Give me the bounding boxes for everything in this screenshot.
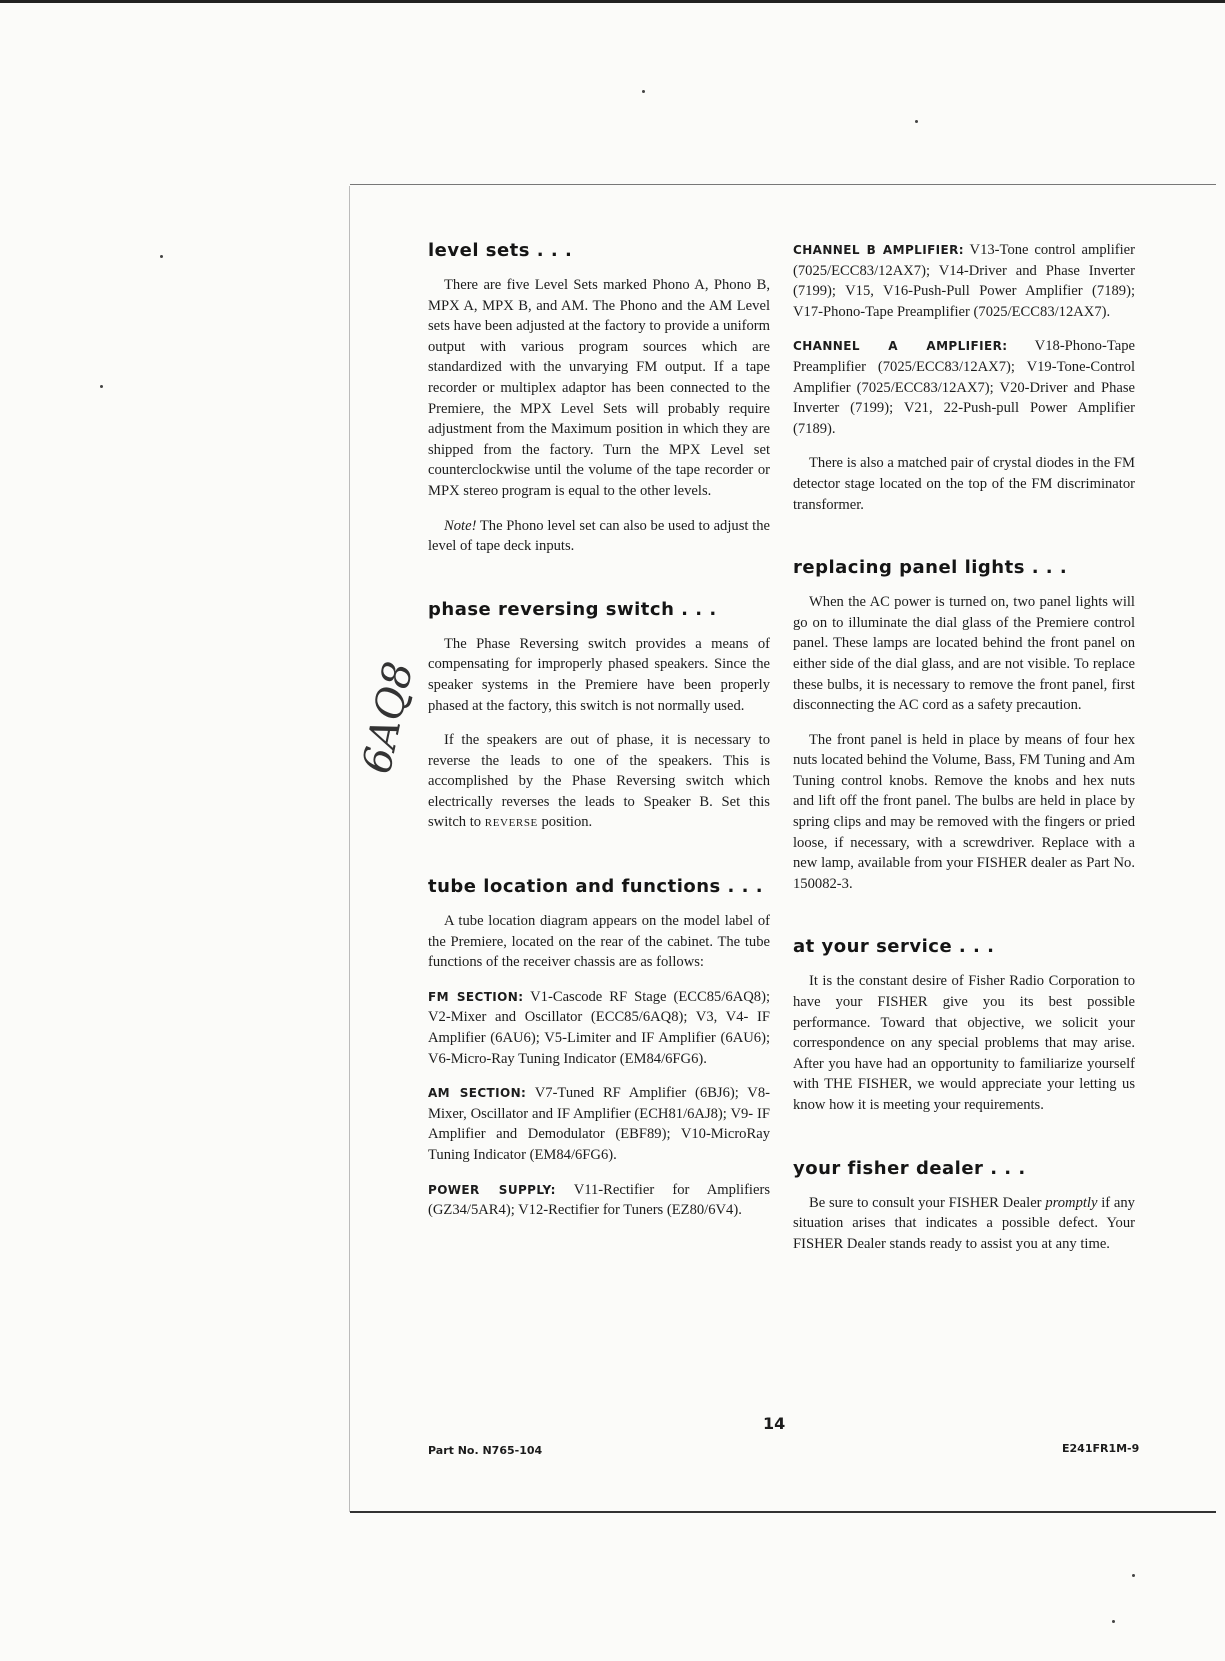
dealer-section <box>793 1158 1135 1255</box>
level-sets-note <box>428 516 770 557</box>
panel-lights-paragraph-2: The front panel is held in place by means of four hex nuts located behind the Volume, Bass, FM Tuning and Am Tuning control knobs. Remove the knobs and hex nuts and lift off the front panel. The bulbs are held in place by spring clips and may be removed with the fingers or pried loose, if necessary, with a screwdriver. Replace with a new lamp, available from your FISHER dealer as Part No. 150082-3. <box>793 731 1135 892</box>
dealer-text-end: if any situation arises that indicates a possible defect. Your FISHER Dealer stands ready to assist you at any time. <box>793 1194 1135 1252</box>
scan-speck <box>160 255 163 258</box>
panel-lights-paragraph-1: When the AC power is turned on, two panel lights will go on to illuminate the dial glass of the Premiere control panel. These lamps are located behind the front panel on either side of the dial glass, and are not visible. To replace these bulbs, it is necessary to remove the front panel, first disconnecting the AC cord as a safety precaution. <box>793 594 1135 714</box>
scan-speck <box>1132 1574 1135 1577</box>
channel-a-text: V18-Phono-Tape Preamplifier (7025/ECC83/12AX7); V19-Tone-Control Amplifier (7025/ECC83/12AX7); V20-Driver and Phase Inverter (7199); V21, 22-Push-pull Power Amplifier (7189). <box>793 338 1135 437</box>
dealer-text-start: Be sure to consult your FISHER Dealer <box>809 1194 1046 1211</box>
panel-lights-heading: replacing panel lights . . . <box>793 557 1068 579</box>
scan-speck <box>642 90 645 93</box>
part-number: Part No. N765-104 <box>428 1444 543 1457</box>
tube-location-section <box>428 876 770 1221</box>
scan-speck <box>100 385 103 388</box>
level-sets-section <box>428 240 770 557</box>
page-left-edge <box>349 186 350 1512</box>
crystal-diodes-paragraph: There is also a matched pair of crystal diodes in the FM detector stage located on the top of the FM discriminator transformer. <box>793 455 1135 513</box>
power-supply-paragraph <box>428 1180 770 1221</box>
right-column <box>793 240 1135 1268</box>
note-text: The Phono level set can also be used to adjust the level of tape deck inputs. <box>428 517 770 555</box>
note-label: Note! <box>444 517 477 534</box>
handwritten-annotation: 6AQ8 <box>354 657 423 778</box>
channel-b-text: V13-Tone control amplifier (7025/ECC83/12AX7); V14-Driver and Phase Inverter (7199); V15, V16-Push-Pull Power Amplifier (7189); V17-Phono-Tape Preamplifier (7025/ECC83/12AX7). <box>793 242 1136 320</box>
panel-lights-section <box>793 557 1135 894</box>
service-paragraph: It is the constant desire of Fisher Radio Corporation to have your FISHER give you its best possible performance. Toward that objective, we solicit your correspondence on any special problems that may arise. After you have had an opportunity to familiarize yourself with THE FISHER, we would appreciate your letting us know how it is meeting your requirements. <box>793 973 1135 1113</box>
phase-switch-heading: phase reversing switch . . . <box>428 598 717 620</box>
service-section <box>793 936 1135 1115</box>
phase-p2-end: position. <box>537 814 593 831</box>
dealer-paragraph <box>793 1193 1135 1255</box>
page-bottom-border <box>350 1511 1216 1513</box>
phase-switch-paragraph-2 <box>428 730 770 834</box>
fm-section-paragraph <box>428 987 770 1069</box>
fm-section-label: FM SECTION: <box>428 989 524 1004</box>
tube-location-heading: tube location and functions . . . <box>428 876 764 898</box>
level-sets-paragraph: There are five Level Sets marked Phono A, Phono B, MPX A, MPX B, and AM. The Phono and the AM Level sets have been adjusted at the factory to provide a uniform output with various program sources which are standardized with the unvarying FM output. If a tape recorder or multiplex adaptor has been connected to the Premiere, the MPX Level Sets will probably require adjustment from the Maximum position in which they are shipped from the factory. Turn the MPX Level set counterclockwise until the volume of the tape recorder or MPX stereo program is equal to the other levels. <box>428 277 770 499</box>
phase-switch-paragraph-1: The Phase Reversing switch provides a means of compensating for improperly phased speakers. Since the speaker systems in the Premiere have been properly phased at the factory, this switch is not normally used. <box>428 635 770 714</box>
scan-top-edge <box>0 0 1225 3</box>
dealer-emphasis: promptly <box>1045 1194 1098 1211</box>
am-section-paragraph <box>428 1083 770 1165</box>
channel-a-label: CHANNEL A AMPLIFIER: <box>793 339 1008 354</box>
page-top-border <box>350 184 1216 185</box>
dealer-heading: your fisher dealer . . . <box>793 1157 1026 1179</box>
fm-section-text: V1-Cascode RF Stage (ECC85/6AQ8); V2-Mixer and Oscillator (ECC85/6AQ8); V3, V4- IF Amplifier (6AU6); V5-Limiter and IF Amplifier (6AU6); V6-Micro-Ray Tuning Indicator (EM84/6FG6). <box>428 988 770 1067</box>
channel-b-paragraph <box>793 240 1135 322</box>
level-sets-heading: level sets . . . <box>428 240 573 261</box>
left-column <box>428 240 770 1235</box>
page-number: 14 <box>763 1414 786 1433</box>
phase-switch-section <box>428 599 770 834</box>
channel-a-paragraph <box>793 336 1135 439</box>
power-supply-label: POWER SUPPLY: <box>428 1182 556 1197</box>
service-heading: at your service . . . <box>793 936 995 958</box>
power-supply-text: V11-Rectifier for Amplifiers (GZ34/5AR4); V12-Rectifier for Tuners (EZ80/6V4). <box>428 1181 770 1219</box>
tube-location-paragraph: A tube location diagram appears on the model label of the Premiere, located on the rear of the cabinet. The tube functions of the receiver chassis are as follows: <box>428 913 770 971</box>
channel-b-label: CHANNEL B AMPLIFIER: <box>793 243 964 257</box>
am-section-text: V7-Tuned RF Amplifier (6BJ6); V8-Mixer, Oscillator and IF Amplifier (ECH81/6AJ8); V9- IF Amplifier and Demodulator (EBF89); V10-MicroRay Tuning Indicator (EM84/6FG6). <box>428 1085 770 1163</box>
phase-p2-text: If the speakers are out of phase, it is necessary to reverse the leads to one of the speakers. This is accomplished by the Phase Reversing switch which electrically reverses the leads to Speaker B. Set this switch to <box>428 732 770 831</box>
am-section-label: AM SECTION: <box>428 1086 527 1101</box>
reverse-label: REVERSE <box>484 817 538 830</box>
scan-speck <box>1112 1620 1115 1623</box>
document-code: E241FR1M-9 <box>1062 1442 1140 1455</box>
scan-speck <box>915 120 918 123</box>
